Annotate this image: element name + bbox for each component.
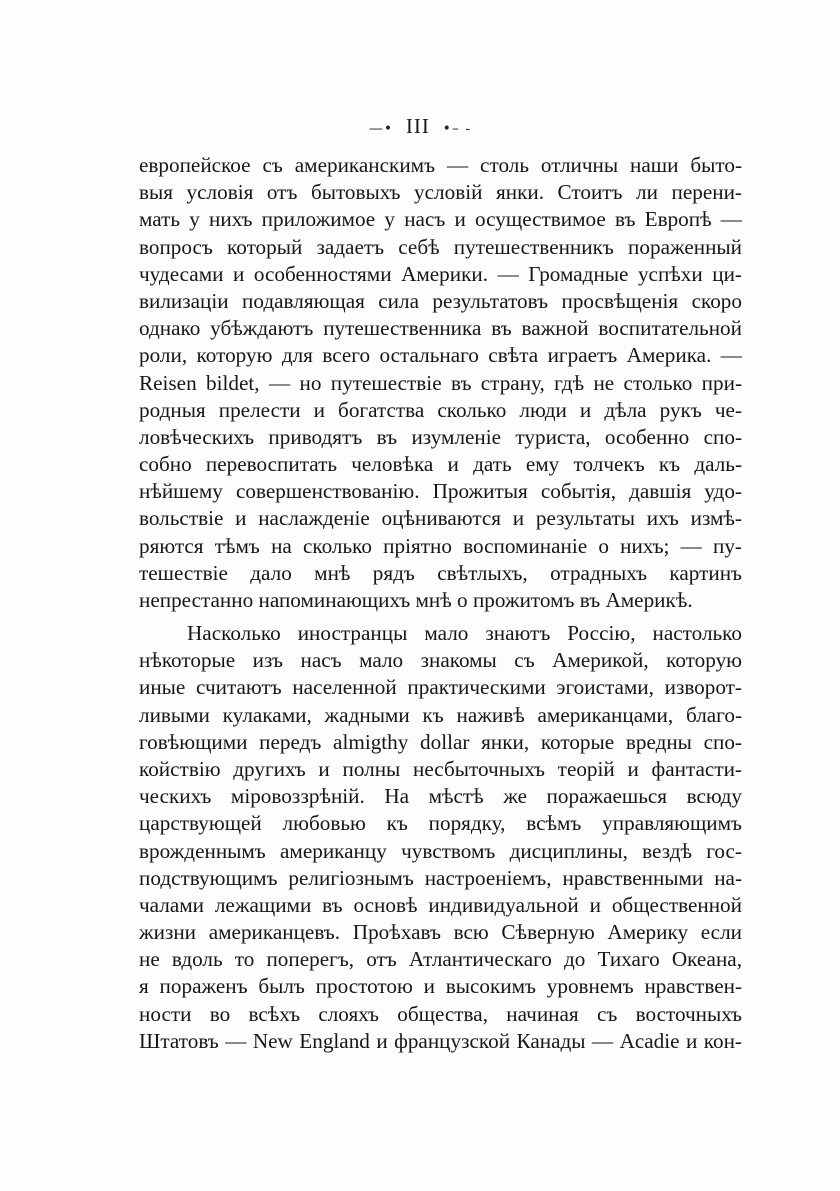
text-line: тешествіе дало мнѣ рядъ свѣтлыхъ, отрадныхъ картинъ — [139, 560, 742, 585]
text-line: ливыми кулаками, жадными къ наживѣ американцами, благо- — [139, 702, 742, 727]
text-line: однако убѣждаютъ путешественника въ важной воспитательной — [139, 316, 742, 341]
text-line: вопросъ который задаетъ себѣ путешественникъ пораженный — [139, 234, 742, 259]
text-line: жизни американцевъ. Проѣхавъ всю Сѣверную Америку если — [139, 920, 742, 945]
text-line: врожденнымъ американцу чувствомъ дисциплины, вездѣ гос- — [139, 838, 742, 863]
text-line: непрестанно напоминающихъ мнѣ о прожитомъ въ Америкѣ. — [139, 588, 693, 612]
paragraph-2 — [139, 620, 742, 1055]
text-line: чалами лежащими въ основѣ индивидуальной и общественной — [139, 892, 742, 917]
text-line: я пораженъ былъ простотою и высокимъ уровнемъ нравствен- — [139, 974, 742, 999]
text-line: ческихъ міровоззрѣній. На мѣстѣ же поражаешься всюду — [139, 784, 742, 809]
text-line: ряются тѣмъ на сколько пріятно воспоминаніе о нихъ; — пу- — [139, 533, 742, 558]
text-line: царствующей любовью къ порядку, всѣмъ управляющимъ — [139, 811, 742, 836]
text-line: не вдоль то поперегъ, отъ Атлантическаго до Тихаго Океана, — [139, 947, 742, 972]
text-line: нѣйшему совершенствованію. Прожитыя событія, давшія удо- — [139, 479, 742, 504]
text-line: собно перевоспитать человѣка и дать ему толчекъ къ даль- — [139, 452, 742, 477]
text-line: койствію другихъ и полны несбыточныхъ теорій и фантасти- — [139, 756, 742, 781]
paragraph-1 — [139, 152, 742, 614]
text-line: вольствіе и наслажденіе оцѣниваются и результаты ихъ измѣ- — [139, 506, 742, 531]
text-line: европейское съ американскимъ — столь отличны наши быто- — [139, 153, 742, 177]
text-line: ловѣческихъ приводятъ въ изумленіе туриста, особенно спо- — [139, 424, 742, 449]
page-number: III — [405, 114, 430, 138]
text-line: мать у нихъ приложимое у насъ и осуществимое въ Европѣ — — [139, 207, 742, 232]
header-left-ornament: —• — [368, 121, 394, 137]
text-line: ности во всѣхъ слояхъ общества, начиная съ восточныхъ — [139, 1001, 742, 1026]
text-line: роли, которую для всего остальнаго свѣта играетъ Америка. — — [139, 343, 742, 368]
text-line: подствующимъ религіознымъ настроеніемъ, нравственными на- — [139, 865, 742, 890]
text-line: Reisen bildet, — но путешествіе въ страну, гдѣ не столько при- — [139, 370, 742, 395]
text-line: вилизаціи подавляющая сила результатовъ просвѣщенія скоро — [139, 288, 742, 313]
text-line: родныя прелести и богатства сколько люди и дѣла рукъ че- — [139, 397, 742, 422]
page-header — [0, 114, 840, 139]
text-line: чудесами и особенностями Америки. — Громадные успѣхи ци- — [139, 261, 742, 286]
text-line: Штатовъ — New England и французской Канады — Acadie и кон- — [139, 1028, 742, 1053]
text-line: выя условія отъ бытовыхъ условій янки. Стоитъ ли перени- — [139, 180, 742, 205]
text-line: говѣющими передъ almigthy dollar янки, которые вредны спо- — [139, 729, 742, 754]
text-line: нѣкоторые изъ насъ мало знакомы съ Америкой, которую — [139, 648, 742, 673]
text-line: Насколько иностранцы мало знаютъ Россію, настолько — [187, 621, 742, 645]
text-line: иные считаютъ населенной практическими эгоистами, изворот- — [139, 675, 742, 700]
header-right-ornament: •– - — [442, 121, 472, 137]
